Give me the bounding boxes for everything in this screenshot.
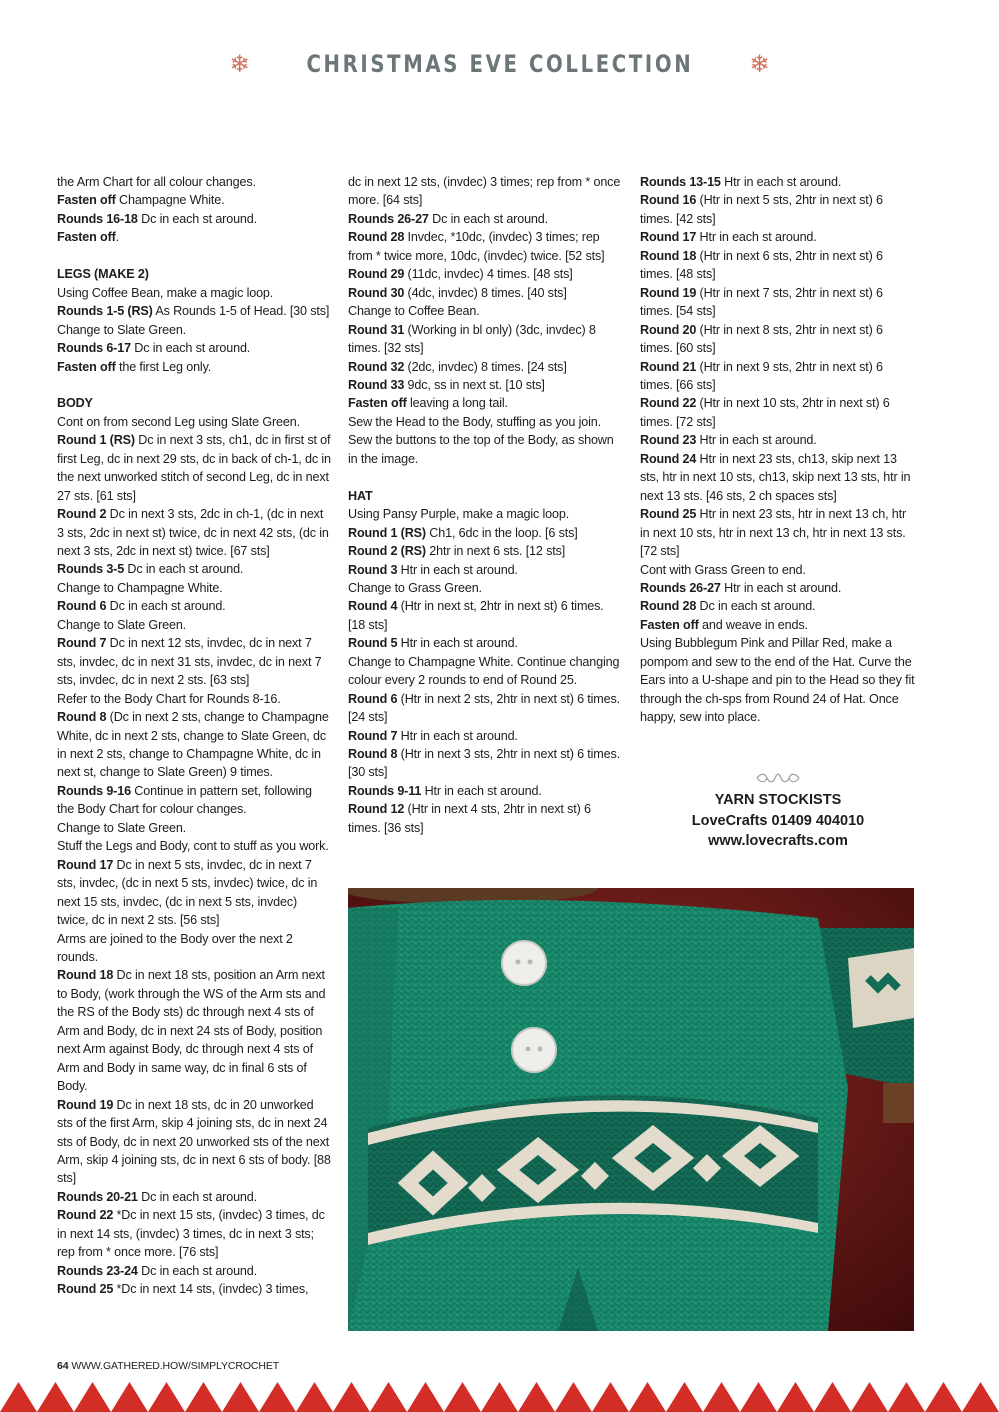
instruction-line: [640, 191, 918, 228]
instruction-line: [348, 597, 623, 634]
instruction-text: Dc in each st around.: [137, 1263, 257, 1278]
instruction-text: Stuff the Legs and Body, cont to stuff as you work.: [57, 839, 329, 854]
instruction-line: [640, 616, 918, 634]
instruction-text: Champagne White.: [115, 193, 225, 208]
instruction-text: Htr in each st around.: [720, 580, 842, 595]
instruction-text: *Dc in next 15 sts, (invdec) 3 times, dc in next 14 sts, (invdec) 3 times, dc in next 3 sts; rep from * once more. [76 sts]: [57, 1208, 325, 1260]
instruction-text: Continue in pattern set, following the Body Chart for colour changes.: [57, 783, 312, 817]
instruction-line: [348, 358, 623, 376]
instruction-text: Cont on from second Leg using Slate Green.: [57, 414, 300, 429]
instruction-text: Refer to the Body Chart for Rounds 8-16.: [57, 691, 281, 706]
round-label: Round 5: [348, 636, 398, 651]
round-label: Round 31: [348, 322, 405, 337]
instruction-text: leaving a long tail.: [406, 396, 508, 411]
snowflake-icon: ❄: [749, 50, 770, 78]
instruction-line: [640, 321, 918, 358]
instruction-line: [348, 394, 623, 412]
yarn-stockists: [640, 772, 916, 852]
instruction-line: [57, 1206, 331, 1261]
instruction-line: [57, 782, 331, 819]
instruction-text: Htr in next 23 sts, ch13, skip next 13 sts, htr in next 10 sts, ch13, skip next 13 sts, htr in next 13 sts. [46 sts, 2 ch spaces sts]: [640, 451, 911, 503]
instruction-text: Dc in next 12 sts, invdec, dc in next 7 sts, invdec, dc in next 31 sts, invdec, dc in next 7 sts, invdec, dc in next 2 sts. [63 sts]: [57, 636, 322, 688]
round-label: Round 28: [640, 599, 697, 614]
section-heading: BODY: [57, 396, 93, 411]
instruction-text: Dc in next 3 sts, ch1, dc in first st of first Leg, dc in next 29 sts, dc in back of ch-1, dc in the next unworked stitch of second Leg, dc in next 27 sts. [61 sts]: [57, 433, 331, 503]
instruction-line: [57, 597, 331, 615]
instruction-text: Dc in next 5 sts, invdec, dc in next 7 sts, invdec, (dc in next 5 sts, invdec) twice, dc in next 15 sts, invdec, (dc in next 5 sts, invdec) twice, dc in next 2 sts. [56 sts]: [57, 857, 318, 928]
instruction-text: Arms are joined to the Body over the next 2 rounds.: [57, 931, 293, 964]
round-label: Rounds 9-16: [57, 783, 131, 798]
round-label: Round 7: [57, 636, 107, 651]
instruction-text: Change to Slate Green.: [57, 617, 187, 632]
instruction-text: and weave in ends.: [698, 617, 808, 632]
instruction-text: Dc in each st around.: [137, 1189, 257, 1204]
instruction-text: (Htr in next 6 sts, 2htr in next st) 6 times. [48 sts]: [640, 248, 883, 282]
instruction-line: [57, 505, 331, 560]
zigzag-border: [0, 1380, 999, 1412]
instruction-line: [57, 1280, 331, 1298]
round-label: Round 32: [348, 359, 405, 374]
snowflake-icon: ❄: [229, 50, 250, 78]
instruction-text: Htr in each st around.: [696, 433, 817, 448]
page-footer: [57, 1360, 279, 1372]
instruction-line: [348, 413, 623, 468]
paragraph-gap: [57, 376, 331, 394]
instruction-line: [348, 727, 623, 745]
round-label: Rounds 6-17: [57, 341, 131, 356]
round-label: Round 25: [57, 1282, 114, 1297]
instruction-line: [640, 431, 918, 449]
round-label: Round 12: [348, 802, 405, 817]
flourish-ornament-icon: [755, 772, 801, 784]
instruction-text: the Arm Chart for all colour changes.: [57, 175, 256, 189]
round-label: Round 21: [640, 359, 697, 374]
instruction-line: [348, 653, 623, 690]
instruction-text: Change to Champagne White.: [57, 580, 223, 595]
instruction-line: [640, 561, 918, 579]
instruction-text: Change to Grass Green.: [348, 580, 482, 595]
round-label: Round 2 (RS): [348, 544, 426, 559]
instruction-line: [348, 284, 623, 302]
round-label: Round 30: [348, 285, 405, 300]
instruction-line: [348, 321, 623, 358]
instruction-text: Ch1, 6dc in the loop. [6 sts]: [425, 525, 578, 540]
text-column-3: [640, 173, 918, 727]
instruction-line: [57, 210, 331, 228]
instruction-line: [57, 837, 331, 855]
instruction-text: (Htr in next 4 sts, 2htr in next st) 6 times. [36 sts]: [348, 802, 591, 835]
round-label: Rounds 26-27: [348, 211, 429, 226]
instruction-text: Change to Coffee Bean.: [348, 304, 480, 319]
instruction-line: [348, 782, 623, 800]
instruction-line: [640, 358, 918, 395]
round-label: Round 18: [57, 968, 114, 983]
instruction-line: [640, 634, 918, 726]
instruction-line: [57, 579, 331, 597]
round-label: Round 24: [640, 451, 697, 466]
instruction-line: [57, 616, 331, 634]
round-label: Fasten off: [348, 396, 407, 411]
round-label: Rounds 3-5: [57, 562, 125, 577]
section-heading: HAT: [348, 488, 373, 503]
instruction-text: (Htr in next 5 sts, 2htr in next st) 6 times. [42 sts]: [640, 193, 883, 226]
instruction-line: [57, 1262, 331, 1280]
round-label: Round 19: [57, 1097, 114, 1112]
crochet-jumper-image: [348, 888, 914, 1331]
instruction-text: Dc in each st around.: [428, 211, 548, 226]
footer-url: WWW.GATHERED.HOW/SIMPLYCROCHET: [71, 1360, 280, 1372]
round-label: Round 28: [348, 230, 405, 245]
instruction-text: (Htr in next 7 sts, 2htr in next st) 6 times. [54 sts]: [640, 285, 883, 319]
round-label: Round 17: [640, 230, 697, 245]
round-label: Round 16: [640, 193, 697, 208]
instruction-line: [57, 819, 331, 837]
stockists-website: www.lovecrafts.com: [708, 833, 848, 849]
instruction-text: Dc in each st around.: [106, 599, 226, 614]
instruction-text: (11dc, invdec) 4 times. [48 sts]: [404, 267, 573, 282]
instruction-text: Htr in next 23 sts, htr in next 13 ch, htr in next 10 sts, htr in next 13 ch, htr in next 13 sts. [72 sts]: [640, 507, 907, 559]
round-label: Round 25: [640, 507, 697, 522]
round-label: Round 6: [348, 691, 398, 706]
round-label: Round 23: [640, 433, 697, 448]
instruction-text: (Htr in next st, 2htr in next st) 6 times. [18 sts]: [348, 599, 604, 632]
instruction-line: [348, 561, 623, 579]
round-label: Round 22: [640, 396, 697, 411]
stockists-title: YARN STOCKISTS: [714, 792, 842, 808]
instruction-text: Dc in next 18 sts, dc in 20 unworked sts of the first Arm, skip 4 joining sts, dc in next 24 sts of Body, dc in next 20 unworked sts of the next Arm, skip 4 joining sts, dc in next 6 sts of body. [88 sts]: [57, 1097, 331, 1186]
round-label: Round 33: [348, 377, 405, 392]
instruction-text: Change to Slate Green.: [57, 820, 187, 835]
round-label: Rounds 1-5 (RS): [57, 304, 153, 319]
instruction-text: (Working in bl only) (3dc, invdec) 8 times. [32 sts]: [348, 322, 596, 356]
instruction-line: [640, 597, 918, 615]
instruction-line: [57, 1096, 331, 1188]
instruction-text: (Htr in next 10 sts, 2htr in next st) 6 times. [72 sts]: [640, 396, 890, 429]
round-label: Round 22: [57, 1208, 114, 1223]
round-label: Round 6: [57, 599, 107, 614]
instruction-line: [57, 302, 331, 320]
round-label: Round 2: [57, 507, 107, 522]
instruction-line: [57, 1188, 331, 1206]
instruction-text: (Htr in next 2 sts, 2htr in next st) 6 times. [24 sts]: [348, 691, 620, 725]
round-label: Round 1 (RS): [57, 433, 135, 448]
instruction-line: [57, 560, 331, 578]
instruction-text: .: [115, 230, 120, 245]
instruction-text: Dc in each st around.: [130, 341, 251, 356]
instruction-text: *Dc in next 14 sts, (invdec) 3 times,: [113, 1282, 309, 1297]
instruction-text: 2htr in next 6 sts. [12 sts]: [425, 544, 566, 559]
round-label: Rounds 16-18: [57, 211, 138, 226]
round-label: Round 19: [640, 285, 697, 300]
instruction-line: [348, 210, 623, 228]
round-label: Round 17: [57, 857, 114, 872]
page-header: [0, 44, 999, 84]
instruction-text: Using Coffee Bean, make a magic loop.: [57, 285, 274, 300]
round-label: Fasten off: [57, 359, 116, 374]
round-label: Rounds 26-27: [640, 580, 721, 595]
instruction-line: [348, 376, 623, 394]
round-label: Rounds 23-24: [57, 1263, 138, 1278]
instruction-line: [348, 800, 623, 837]
instruction-line: [57, 708, 331, 782]
instruction-line: [640, 284, 918, 321]
instruction-line: [640, 579, 918, 597]
instruction-text: Dc in next 18 sts, position an Arm next to Body, (work through the WS of the Arm sts and the RS of the Body sts) dc through next 4 sts of Arm and Body, dc in next 24 sts of Body, position next Arm against Body, dc through next 4 sts of Arm and Body in same way, dc in final 6 sts of Body.: [57, 968, 326, 1094]
instruction-line: [640, 450, 918, 505]
round-label: Round 29: [348, 267, 405, 282]
round-label: Rounds 9-11: [348, 783, 422, 798]
instruction-text: Htr in each st around.: [397, 728, 518, 743]
instruction-text: Htr in each st around.: [397, 562, 518, 577]
instruction-text: 9dc, ss in next st. [10 sts]: [404, 377, 545, 392]
instruction-line: [57, 321, 331, 339]
instruction-text: (2dc, invdec) 8 times. [24 sts]: [404, 359, 567, 374]
instruction-line: [348, 542, 623, 560]
instruction-text: Change to Champagne White. Continue changing colour every 2 rounds to end of Round 25.: [348, 654, 620, 688]
instruction-text: Sew the Head to the Body, stuffing as you join. Sew the buttons to the top of the Body, as shown in the image.: [348, 414, 614, 466]
instruction-text: Htr in each st around.: [720, 175, 842, 189]
instruction-line: [348, 302, 623, 320]
round-label: Round 8: [348, 747, 398, 762]
instruction-line: [57, 191, 331, 209]
round-label: Fasten off: [640, 617, 699, 632]
instruction-text: Cont with Grass Green to end.: [640, 562, 806, 577]
instruction-text: Htr in each st around.: [397, 636, 518, 651]
instruction-line: [57, 284, 331, 302]
text-column-1: [57, 173, 331, 1299]
paragraph-gap: [57, 247, 331, 265]
instruction-text: (4dc, invdec) 8 times. [40 sts]: [404, 285, 567, 300]
instruction-line: [57, 173, 331, 191]
instruction-line: [57, 690, 331, 708]
instruction-line: [57, 413, 331, 431]
round-label: Round 20: [640, 322, 697, 337]
instruction-line: [57, 930, 331, 967]
instruction-line: [640, 247, 918, 284]
instruction-text: Using Pansy Purple, make a magic loop.: [348, 507, 570, 522]
round-label: Round 1 (RS): [348, 525, 426, 540]
instruction-line: [640, 394, 918, 431]
instruction-text: Dc in each st around.: [124, 562, 244, 577]
instruction-line: [57, 431, 331, 505]
round-label: Round 18: [640, 248, 697, 263]
round-label: Fasten off: [57, 193, 116, 208]
instruction-line: [348, 579, 623, 597]
round-label: Round 7: [348, 728, 398, 743]
instruction-line: [348, 690, 623, 727]
instruction-line: [57, 856, 331, 930]
round-label: Round 3: [348, 562, 398, 577]
section-heading: LEGS (MAKE 2): [57, 267, 149, 282]
round-label: Rounds 20-21: [57, 1189, 138, 1204]
instruction-text: Change to Slate Green.: [57, 322, 187, 337]
round-label: Round 8: [57, 710, 107, 725]
page-number: 64: [57, 1360, 69, 1372]
instruction-text: Invdec, *10dc, (invdec) 3 times; rep from * twice more, 10dc, (invdec) twice. [52 sts]: [348, 230, 605, 263]
instruction-line: [348, 265, 623, 283]
instruction-text: Htr in each st around.: [421, 783, 542, 798]
instruction-line: [348, 524, 623, 542]
instruction-line: [348, 173, 623, 210]
instruction-text: Dc in next 3 sts, 2dc in ch-1, (dc in next 3 sts, 2dc in next st) twice, dc in next 42 sts, (dc in next 3 sts, 2dc in next st) twice. [67 sts]: [57, 507, 329, 559]
zigzag-shape: [0, 1382, 999, 1412]
instruction-line: [57, 358, 331, 376]
stockists-phone: LoveCrafts 01409 404010: [691, 812, 865, 829]
instruction-text: (Htr in next 9 sts, 2htr in next st) 6 times. [66 sts]: [640, 359, 883, 392]
paragraph-gap: [348, 468, 623, 486]
instruction-text: (Htr in next 3 sts, 2htr in next st) 6 times. [30 sts]: [348, 747, 620, 780]
instruction-text: (Dc in next 2 sts, change to Champagne White, dc in next 2 sts, change to Slate Green, dc in next 2 sts, change to Champagne White, dc in next st, change to Slate Green) 9 times.: [57, 710, 329, 780]
instruction-line: [348, 505, 623, 523]
instruction-line: [640, 228, 918, 246]
instruction-text: Htr in each st around.: [696, 230, 817, 245]
instruction-text: As Rounds 1-5 of Head. [30 sts]: [152, 304, 330, 319]
round-label: Rounds 13-15: [640, 175, 721, 189]
instruction-line: [57, 339, 331, 357]
instruction-text: (Htr in next 8 sts, 2htr in next st) 6 times. [60 sts]: [640, 322, 883, 356]
instruction-text: the first Leg only.: [115, 359, 212, 374]
text-column-2: [348, 173, 623, 837]
instruction-line: [640, 505, 918, 560]
instruction-line: [348, 634, 623, 652]
round-label: Fasten off: [57, 230, 116, 245]
instruction-line: [57, 966, 331, 1095]
collection-title: CHRISTMAS EVE COLLECTION: [306, 50, 693, 78]
instruction-text: Dc in each st around.: [137, 211, 257, 226]
instruction-text: dc in next 12 sts, (invdec) 3 times; rep from * once more. [64 sts]: [348, 175, 621, 208]
instruction-line: [57, 228, 331, 246]
instruction-line: [348, 228, 623, 265]
instruction-line: [348, 745, 623, 782]
instruction-text: Using Bubblegum Pink and Pillar Red, make a pompom and sew to the end of the Hat. Curve the Ears into a U-shape and pin to the Head so they fit through the ch-sps from Round 24 of Hat. Once happy, sew into place.: [640, 636, 915, 725]
round-label: Round 4: [348, 599, 398, 614]
instruction-text: Dc in each st around.: [696, 599, 816, 614]
instruction-line: [640, 173, 918, 191]
instruction-line: [57, 634, 331, 689]
product-photo: [348, 888, 914, 1331]
